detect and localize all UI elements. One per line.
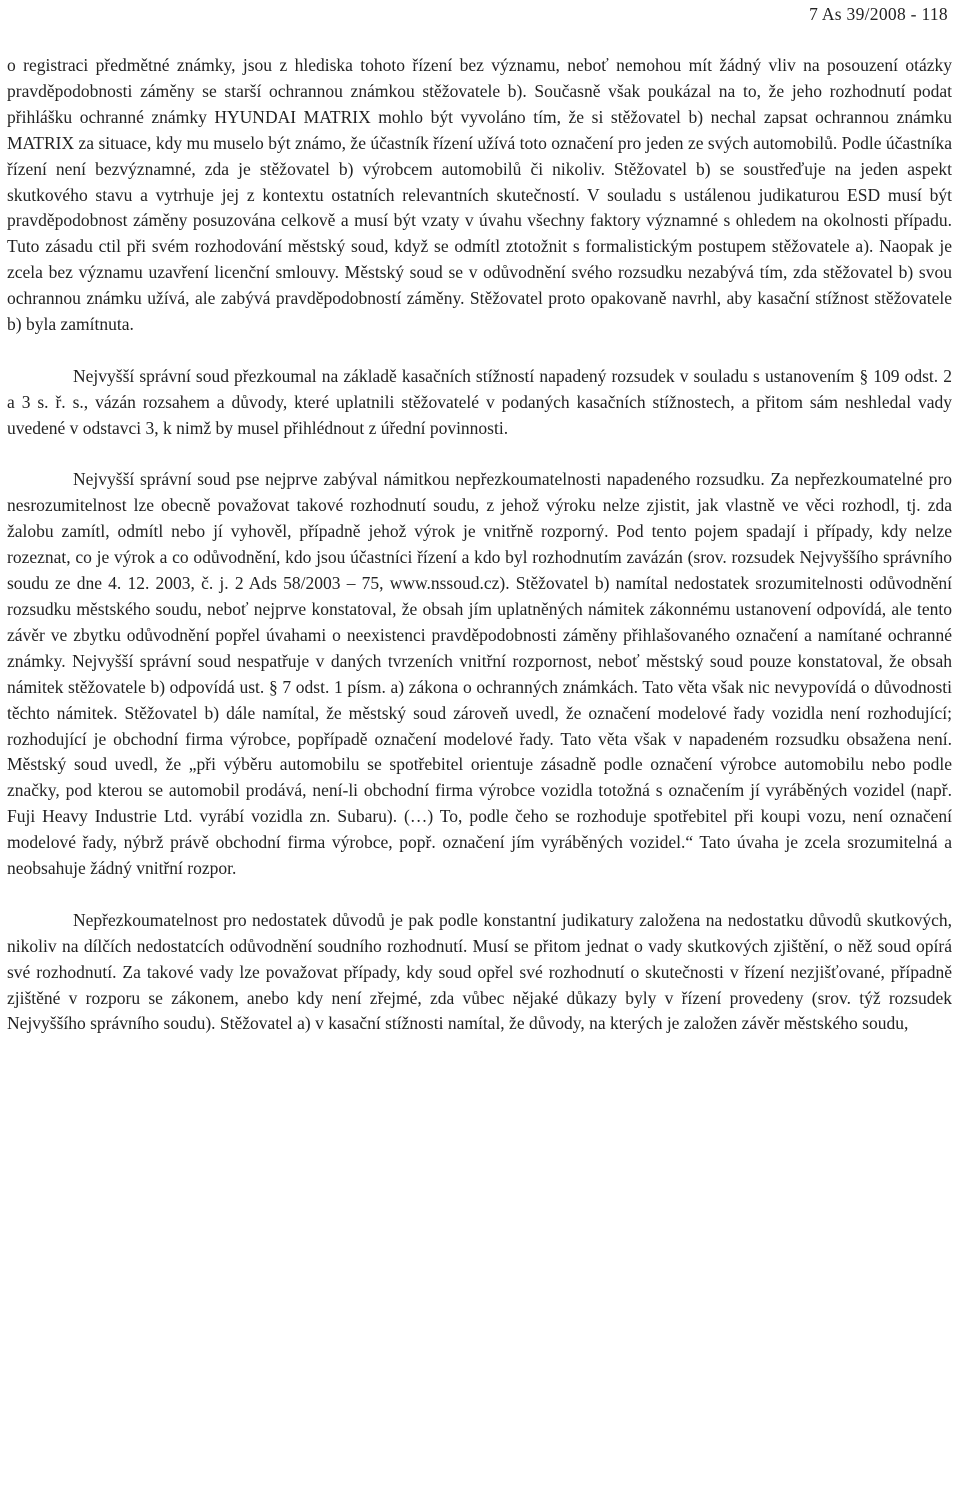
paragraph-1: o registraci předmětné známky, jsou z hlediska tohoto řízení bez významu, neboť nemohou mít žádný vliv na posouzení otázky pravděpodobnosti záměny se starší ochrannou známkou stěžovatele b). Současně však poukázal na to, že jeho rozhodnutí podat přihlášku ochranné známky HYUNDAI MATRIX mohlo být vyvoláno tím, že si stěžovatel b) nechal zapsat ochrannou známku MATRIX za situace, kdy mu muselo být známo, že účastník řízení užívá toto označení pro jeden ze svých automobilů. Podle účastníka řízení není bezvýznamné, zda je stěžovatel b) výrobcem automobilů či nikoliv. Stěžovatel b) se soustřeďuje na jeden aspekt skutkového stavu a vytrhuje jej z kontextu ostatních relevantních skutečností. V souladu s ustálenou judikaturou ESD musí být pravděpodobnost záměny posuzována celkově a musí být vzaty v úvahu všechny faktory významné s ohledem na okolnosti případu. Tuto zásadu ctil při svém rozhodování městský soud, když se odmítl ztotožnit s formalistickým postupem stěžovatele a). Naopak je zcela bez významu uzavření licenční smlouvy. Městský soud se v odůvodnění svého rozsudku nezabývá tím, zda stěžovatel b) svou ochrannou známku užívá, ale zabývá pravděpodobností záměny. Stěžovatel proto opakovaně navrhl, aby kasační stížnost stěžovatele b) byla zamítnuta. <box>7 55 952 335</box>
paragraph-2: Nejvyšší správní soud přezkoumal na základě kasačních stížností napadený rozsudek v souladu s ustanovením § 109 odst. 2 a 3 s. ř. s., vázán rozsahem a důvody, které uplatnili stěžovatelé v podaných kasačních stížnostech, a přitom sám neshledal vady uvedené v odstavci 3, k nimž by musel přihlédnout z úřední povinnosti. <box>7 365 952 438</box>
paragraph-spacer <box>7 882 952 908</box>
paragraph-spacer <box>7 442 952 468</box>
paragraph-4: Nepřezkoumatelnost pro nedostatek důvodů je pak podle konstantní judikatury založena na nedostatku důvodů skutkových, nikoliv na dílčích nedostatcích odůvodnění soudního rozhodnutí. Musí se přitom jednat o vady skutkových zjištění, o něž soud opírá své rozhodnutí. Za takové vady lze považovat případy, kdy soud opřel své rozhodnutí o skutečnosti v řízení nezjišťované, případně zjištěné v rozporu se zákonem, anebo kdy není zřejmé, zda vůbec nějaké důkazy byly v řízení provedeny (srov. týž rozsudek Nejvyššího správního soudu). Stěžovatel a) v kasační stížnosti namítal, že důvody, na kterých je založen závěr městského soudu, <box>7 909 952 1034</box>
paragraph-spacer <box>7 338 952 364</box>
page-reference: 7 As 39/2008 - 118 <box>809 4 948 24</box>
document-body <box>7 53 952 1037</box>
paragraph-3: Nejvyšší správní soud pse nejprve zabýval námitkou nepřezkoumatelnosti napadeného rozsudku. Za nepřezkoumatelné pro nesrozumitelnost lze obecně považovat takové rozhodnutí soudu, z jehož výroku nelze zjistit, jak vlastně ve věci rozhodl, tj. zda žalobu zamítl, odmítl nebo jí vyhověl, případně jehož výrok je vnitřně rozporný. Pod tento pojem spadají i případy, kdy nelze rozeznat, co je výrok a co odůvodnění, kdo jsou účastníci řízení a kdo byl rozhodnutím zavázán (srov. rozsudek Nejvyššího správního soudu ze dne 4. 12. 2003, č. j. 2 Ads 58/2003 – 75, www.nssoud.cz). Stěžovatel b) namítal nedostatek srozumitelnosti odůvodnění rozsudku městského soudu, neboť nejprve konstatoval, že obsah jím uplatněných námitek zákonnému ustanovení odpovídá, ale tento závěr ve zbytku odůvodnění popřel úvahami o neexistenci pravděpodobnosti záměny přihlašovaného označení a namítané ochranné známky. Nejvyšší správní soud nespatřuje v daných tvrzeních vnitřní rozpornost, neboť městský soud pouze konstatoval, že obsah námitek stěžovatele b) odpovídá ust. § 7 odst. 1 písm. a) zákona o ochranných známkách. Tato věta však nic nevypovídá o důvodnosti těchto námitek. Stěžovatel b) dále namítal, že městský soud zároveň uvedl, že označení modelové řady vozidla není rozhodující; rozhodující je obchodní firma výrobce, popřípadě označení modelové řady. Tato věta však v napadeném rozsudku obsažena není. Městský soud uvedl, že „při výběru automobilu se spotřebitel orientuje zásadně podle označení výrobce automobilu nebo podle značky, pod kterou se automobil prodává, není-li obchodní firma výrobce vozidla totožná s označením jí vyráběných vozidel (např. Fuji Heavy Industrie Ltd. vyrábí vozidla zn. Subaru). (…) To, podle čeho se rozhoduje spotřebitel při koupi vozu, není označení modelové řady, nýbrž právě obchodní firma výrobce, popř. označení jím vyráběných vozidel.“ Tato úvaha je zcela srozumitelná a neobsahuje žádný vnitřní rozpor. <box>7 469 952 879</box>
